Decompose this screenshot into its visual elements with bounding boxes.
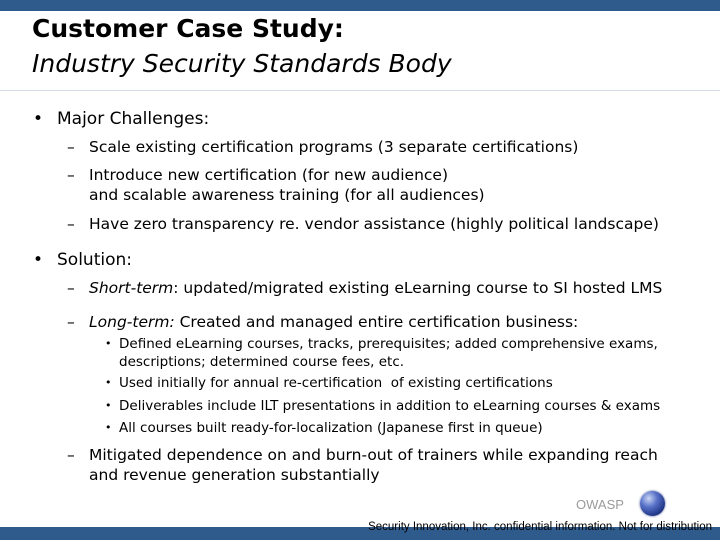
bullet-icon: • [105, 421, 112, 434]
long-term-sub-item: Used initially for annual re-certification of existing certifications [119, 375, 553, 391]
long-term-sub-item-continuation: descriptions; determined course fees, etc. [119, 354, 405, 370]
long-term-text: Created and managed entire certification business: [174, 313, 579, 331]
dash-icon: – [67, 215, 75, 233]
long-term-label: Long-term: [89, 313, 175, 331]
footer-confidential-notice: Security Innovation, Inc. confidential information. Not for distribution [368, 521, 712, 533]
dash-icon: – [67, 313, 75, 331]
bullet-icon: • [105, 399, 112, 412]
bullet-icon: • [33, 250, 44, 270]
slide-subtitle: Industry Security Standards Body [32, 49, 452, 78]
top-accent-bar [0, 0, 720, 11]
bullet-icon: • [105, 376, 112, 389]
challenge-item: Scale existing certification programs (3 separate certifications) [89, 138, 579, 156]
bullet-icon: • [105, 337, 112, 350]
short-term-item [89, 279, 662, 297]
short-term-label: Short-term [89, 279, 174, 297]
dash-icon: – [67, 138, 75, 156]
long-term-sub-item: Defined eLearning courses, tracks, prerequisites; added comprehensive exams, [119, 336, 658, 352]
long-term-sub-item: Deliverables include ILT presentations in addition to eLearning courses & exams [119, 398, 661, 414]
challenge-item: Have zero transparency re. vendor assistance (highly political landscape) [89, 215, 659, 233]
long-term-sub-item: All courses built ready-for-localization (Japanese first in queue) [119, 420, 543, 436]
dash-icon: – [67, 446, 75, 464]
owasp-logo-text: OWASP [576, 497, 624, 512]
mitigated-item: Mitigated dependence on and burn-out of trainers while expanding reach [89, 446, 658, 464]
challenge-item-continuation: and scalable awareness training (for all audiences) [89, 186, 485, 204]
challenges-heading: Major Challenges: [57, 109, 210, 129]
slide-title: Customer Case Study: [32, 14, 344, 43]
long-term-item [89, 313, 578, 331]
title-divider [0, 90, 720, 91]
dash-icon: – [67, 166, 75, 184]
bullet-icon: • [33, 109, 44, 129]
short-term-text: : updated/migrated existing eLearning course to SI hosted LMS [173, 279, 663, 297]
dash-icon: – [67, 279, 75, 297]
owasp-globe-icon [640, 491, 665, 516]
challenge-item: Introduce new certification (for new audience) [89, 166, 448, 184]
mitigated-item-continuation: and revenue generation substantially [89, 466, 380, 484]
solution-heading: Solution: [57, 250, 132, 270]
